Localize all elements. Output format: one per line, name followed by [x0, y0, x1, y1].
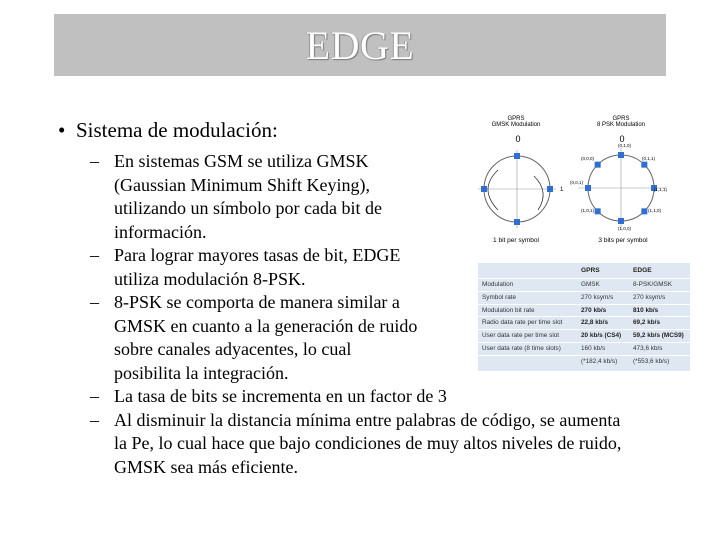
table-cell: Modulation [482, 281, 514, 288]
psk-point [618, 152, 624, 158]
bullet-dot: • [58, 118, 66, 142]
table-header-gprs: GPRS [581, 267, 600, 274]
gmsk-one-label: 1 [560, 187, 564, 193]
sub-bullet-line: la Pe, lo cual hace que bajo condiciones de muy altos niveles de ruido, [114, 433, 622, 453]
table-row [478, 278, 690, 291]
gmsk-point-bottom [514, 219, 520, 225]
table-row [478, 304, 690, 317]
sub-bullet-line: GMSK sea más eficiente. [114, 456, 298, 477]
table-cell: (*553,6 kb/s) [633, 357, 670, 365]
sub-bullet-line: información. [114, 221, 207, 242]
psk-point-label: (1,0,0) [618, 226, 632, 231]
table-cell: 20 kb/s (CS4) [581, 332, 622, 340]
psk-title-1: GPRS [612, 116, 630, 122]
table-cell: 22,8 kb/s [581, 319, 609, 327]
sub-bullet-dash: – [90, 409, 99, 430]
psk-point [618, 218, 624, 224]
psk-point-label: (1,0,1) [581, 208, 595, 213]
psk-point [595, 208, 601, 214]
psk-point-label: (0,1,0) [618, 143, 632, 148]
sub-bullet-dash: – [90, 386, 99, 406]
sub-bullet-line: posibilita la integración. [114, 362, 289, 383]
psk-point [641, 162, 647, 168]
table-cell: Modulation bit rate [482, 306, 535, 314]
main-bullet-text: Sistema de modulación: [76, 118, 278, 142]
gmsk-arrow-right [534, 176, 543, 210]
table-row [478, 342, 690, 355]
sub-bullet-line: 8-PSK se comporta de manera similar a [114, 292, 400, 312]
table-cell: 810 kb/s [633, 306, 659, 314]
psk-point-label: (0,0,1) [570, 180, 584, 185]
psk-point-label: (0,1,1) [642, 156, 656, 161]
psk-title-2: 8 PSK Modulation [596, 122, 646, 128]
gmsk-point-right [547, 186, 553, 192]
table-header-edge: EDGE [633, 267, 652, 274]
psk-point [585, 185, 591, 191]
table-cell: Symbol rate [482, 293, 517, 301]
sub-bullet-line: sobre canales adyacentes, lo cual [114, 339, 352, 359]
table-row [478, 316, 690, 329]
sub-bullet-line: Para lograr mayores tasas de bit, EDGE [114, 245, 401, 265]
psk-caption: 3 bits per symbol [598, 237, 648, 244]
sub-bullet-line: La tasa de bits se incrementa en un factor de 3 [114, 386, 447, 406]
sub-bullet-dash: – [90, 151, 99, 171]
table-cell: User data rate per time slot [482, 332, 560, 340]
table-cell: 8-PSK/GMSK [633, 281, 673, 288]
table-cell: User data rate (8 time slots) [482, 345, 561, 352]
table-row [478, 355, 690, 368]
sub-bullet-line: En sistemas GSM se utiliza GMSK [114, 151, 369, 171]
modulation-figure [470, 112, 690, 252]
gmsk-title-2: GMSK Modulation [491, 122, 541, 128]
title-bar [54, 14, 666, 76]
gmsk-zero-label: 0 [515, 134, 521, 144]
psk-point-label: (1,1,0) [648, 208, 662, 213]
psk-zero-label: 0 [619, 134, 625, 144]
psk-point-label: (1,1,1) [654, 187, 668, 192]
sub-bullet-dash: – [90, 292, 99, 312]
gmsk-caption: 1 bit per symbol [493, 237, 539, 244]
table-cell: 270 ksym/s [581, 293, 614, 301]
table-row [478, 291, 690, 304]
sub-bullet-line: Al disminuir la distancia mínima entre palabras de código, se aumenta [114, 409, 621, 430]
table-cell: 270 kb/s [581, 306, 607, 314]
sub-bullet-dash: – [90, 245, 99, 265]
table-cell: (*182,4 kb/s) [581, 357, 618, 365]
table-cell: 160 kb/s [581, 345, 606, 352]
gmsk-title-1: GPRS [507, 116, 525, 122]
sub-bullet-line: (Gaussian Minimum Shift Keying), [114, 174, 370, 195]
sub-bullet-line: utilizando un símbolo por cada bit de [114, 198, 382, 218]
table-cell: Radio data rate per time slot [482, 319, 563, 327]
table-cell: GMSK [581, 281, 600, 288]
gmsk-point-top [514, 153, 520, 159]
psk-point [595, 162, 601, 168]
comparison-table [478, 263, 690, 371]
sub-bullet-line: utiliza modulación 8-PSK. [114, 268, 306, 289]
table-cell: 473,6 kb/s [633, 345, 663, 352]
psk-point-label: (0,0,0) [581, 156, 595, 161]
sub-bullet-line: GMSK en cuanto a la generación de ruido [114, 315, 418, 336]
table-cell: 270 ksym/s [633, 293, 666, 301]
slide-title: EDGE [305, 22, 415, 68]
main-bullet [58, 118, 278, 143]
psk-point [641, 208, 647, 214]
gmsk-point-left [481, 186, 487, 192]
table-cell: 59,2 kb/s (MCS9) [633, 332, 684, 340]
table-cell: 69,2 kb/s [633, 319, 661, 327]
gmsk-arrow-left [488, 170, 498, 210]
table-row [478, 329, 690, 342]
